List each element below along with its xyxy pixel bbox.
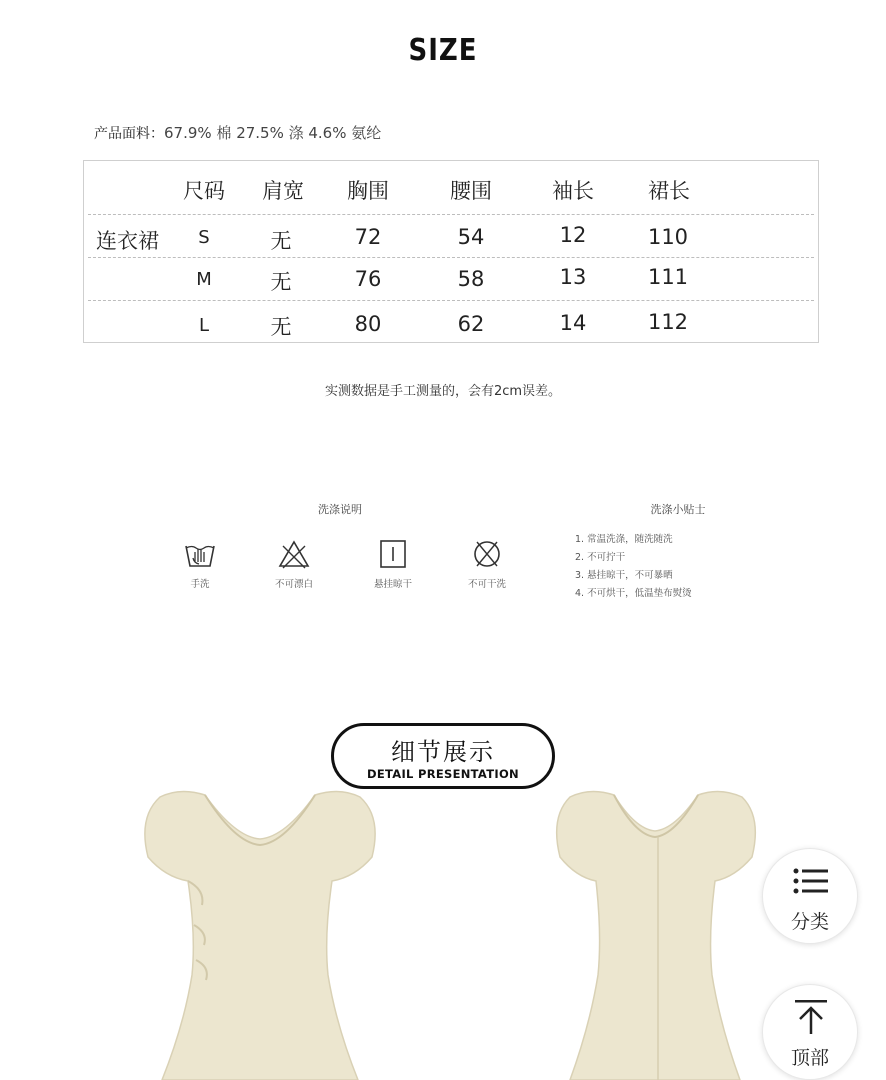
size-table bbox=[83, 160, 819, 343]
wash-label: 不可漂白 bbox=[274, 579, 314, 590]
header-waist: 腰围 bbox=[450, 179, 492, 203]
detail-presentation-badge bbox=[331, 723, 555, 789]
table-cell: 62 bbox=[457, 312, 485, 336]
table-cell: M bbox=[196, 269, 212, 290]
category-button-label: 分类 bbox=[790, 911, 829, 933]
table-divider bbox=[88, 214, 814, 215]
tip-item: 1. 常温洗涤，随洗随洗 bbox=[575, 534, 673, 545]
table-cell: 12 bbox=[559, 223, 587, 247]
table-cell: 54 bbox=[457, 225, 485, 249]
no-dry-clean-icon bbox=[469, 536, 505, 572]
fabric-value: 67.9% 棉 27.5% 涤 4.6% 氨纶 bbox=[164, 124, 382, 142]
fabric-info bbox=[94, 122, 381, 143]
table-cell: 80 bbox=[354, 312, 382, 336]
wash-label: 悬挂晾干 bbox=[373, 579, 413, 590]
table-cell: S bbox=[198, 227, 210, 248]
arrow-up-icon bbox=[794, 999, 828, 1035]
detail-title-en: DETAIL PRESENTATION bbox=[367, 767, 519, 781]
measure-note: 实测数据是手工测量的，会有2cm误差。 bbox=[324, 384, 562, 399]
fabric-label: 产品面料： bbox=[94, 126, 164, 142]
category-button[interactable] bbox=[762, 848, 858, 944]
table-cell: 110 bbox=[647, 225, 689, 249]
table-cell: 111 bbox=[647, 265, 689, 289]
wash-tips bbox=[575, 531, 692, 603]
back-to-top-label: 顶部 bbox=[790, 1047, 829, 1069]
no-bleach-icon bbox=[276, 536, 312, 572]
table-cell: 14 bbox=[559, 311, 587, 335]
dress-front-image bbox=[530, 785, 780, 1080]
tip-item: 3. 悬挂晾干，不可暴晒 bbox=[575, 570, 673, 581]
table-cell: 112 bbox=[647, 310, 689, 334]
header-shoulder: 肩宽 bbox=[262, 179, 304, 203]
table-cell: 13 bbox=[559, 265, 587, 289]
size-title: SIZE bbox=[408, 33, 478, 69]
table-cell: 76 bbox=[354, 267, 382, 291]
header-size: 尺码 bbox=[183, 179, 225, 203]
tips-title: 洗涤小贴士 bbox=[650, 503, 706, 516]
table-cell: L bbox=[198, 315, 210, 336]
tip-item: 4. 不可烘干，低温垫布熨烫 bbox=[575, 588, 692, 599]
header-chest: 胸围 bbox=[347, 179, 389, 203]
hang-dry-icon bbox=[375, 536, 411, 572]
table-divider bbox=[88, 300, 814, 301]
hand-wash-icon bbox=[182, 536, 218, 572]
detail-title-cn: 细节展示 bbox=[391, 738, 495, 766]
tip-item: 2. 不可拧干 bbox=[575, 552, 626, 563]
table-cell: 无 bbox=[270, 270, 292, 294]
dress-back-image bbox=[110, 785, 410, 1080]
wash-label: 不可干洗 bbox=[467, 579, 507, 590]
table-cell: 72 bbox=[354, 225, 382, 249]
table-cell: 58 bbox=[457, 267, 485, 291]
header-length: 裙长 bbox=[648, 179, 690, 203]
header-sleeve: 袖长 bbox=[552, 179, 594, 203]
table-cell: 无 bbox=[270, 315, 292, 339]
table-divider bbox=[88, 257, 814, 258]
wash-title: 洗涤说明 bbox=[318, 503, 362, 516]
wash-label: 手洗 bbox=[190, 579, 210, 590]
table-cell: 无 bbox=[270, 229, 292, 253]
back-to-top-button[interactable] bbox=[762, 984, 858, 1080]
list-icon bbox=[793, 867, 829, 895]
category-label: 连衣裙 bbox=[96, 229, 159, 253]
